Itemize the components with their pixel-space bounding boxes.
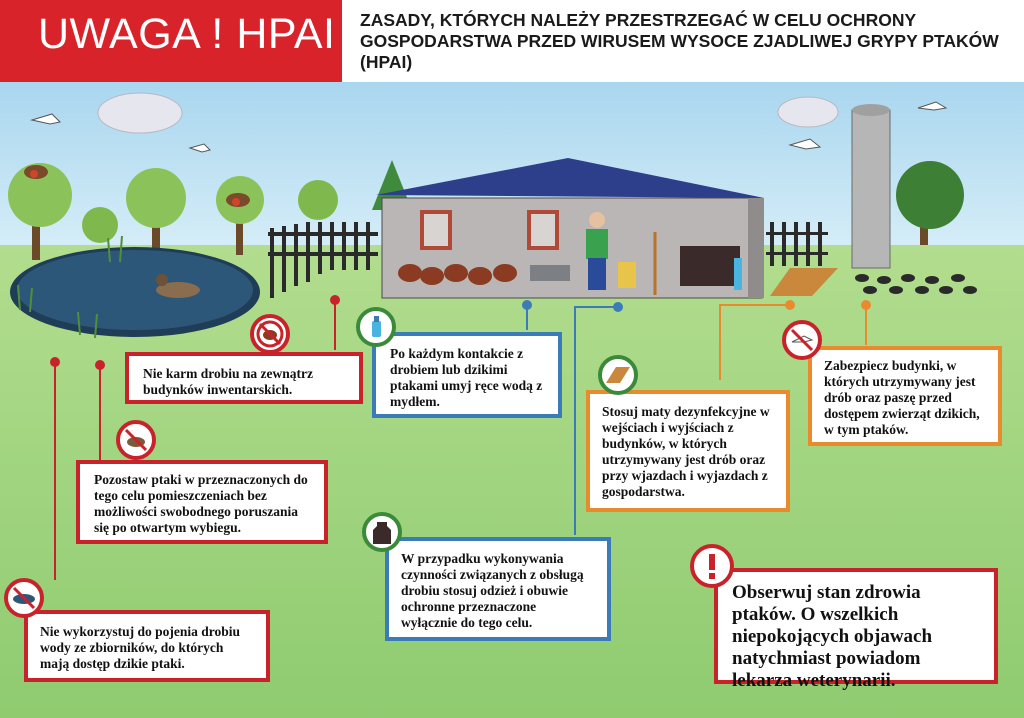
rule-keep-inside-box	[76, 460, 328, 544]
rule-water-box	[24, 610, 270, 682]
rule-mats-text: Stosuj maty dezynfekcyjne w wejściach i wyjściach z budynków, w których utrzymywany jest drób oraz przy wjazdach i wyjazdach z gospodarstwa.	[602, 404, 770, 499]
rule-keep-inside-text: Pozostaw ptaki w przeznaczonych do tego celu pomieszczeniach bez możliwości swobodnego poruszania się po otwartym wybiegu.	[94, 472, 308, 535]
no-feeding-icon	[250, 314, 290, 354]
warning-icon	[690, 544, 734, 588]
rule-mats-box	[586, 390, 790, 512]
header-banner	[0, 0, 342, 82]
page-subtitle: ZASADY, KTÓRYCH NALEŻY PRZESTRZEGAĆ W CELU OCHRONY GOSPODARSTWA PRZED WIRUSEM WYSOCE ZJADLIWEJ GRYPY PTAKÓW (HPAI)	[360, 10, 999, 72]
no-free-range-icon	[116, 420, 156, 460]
rule-wash-box	[372, 332, 562, 418]
rule-secure-box	[808, 346, 1002, 446]
silo	[852, 104, 890, 268]
no-birds-icon	[782, 320, 822, 360]
rule-clothes-text: W przypadku wykonywania czynności związanych z obsługą drobiu stosuj odzież i obuwie ochronne przeznaczone wyłącznie do tego celu.	[401, 551, 584, 630]
no-water-icon	[4, 578, 44, 618]
page-title: UWAGA ! HPAI	[38, 10, 336, 58]
rule-secure-text: Zabezpiecz budynki, w których utrzymywany jest drób oraz paszę przed dostępem zwierząt dzikich, w tym ptaków.	[824, 358, 980, 437]
apron-icon	[362, 512, 402, 552]
pond	[10, 247, 260, 337]
soap-bottle-icon	[356, 307, 396, 347]
rule-water-text: Nie wykorzystuj do pojenia drobiu wody ze zbiorników, do których mają dostęp dzikie ptaki.	[40, 624, 241, 671]
rule-wash-text: Po każdym kontakcie z drobiem lub dzikimi ptakami umyj ręce wodą z mydłem.	[390, 346, 543, 409]
rule-feed-text: Nie karm drobiu na zewnątrz budynków inwentarskich.	[143, 366, 313, 397]
rule-observe-text: Obserwuj stan zdrowia ptaków. O wszelkich niepokojących objawach natychmiast powiadom lekarza weterynarii.	[732, 582, 933, 691]
rule-clothes-box	[385, 537, 611, 641]
rule-observe-box	[714, 568, 998, 691]
rule-feed-box	[125, 352, 363, 404]
disinfection-mat-icon	[598, 355, 638, 395]
